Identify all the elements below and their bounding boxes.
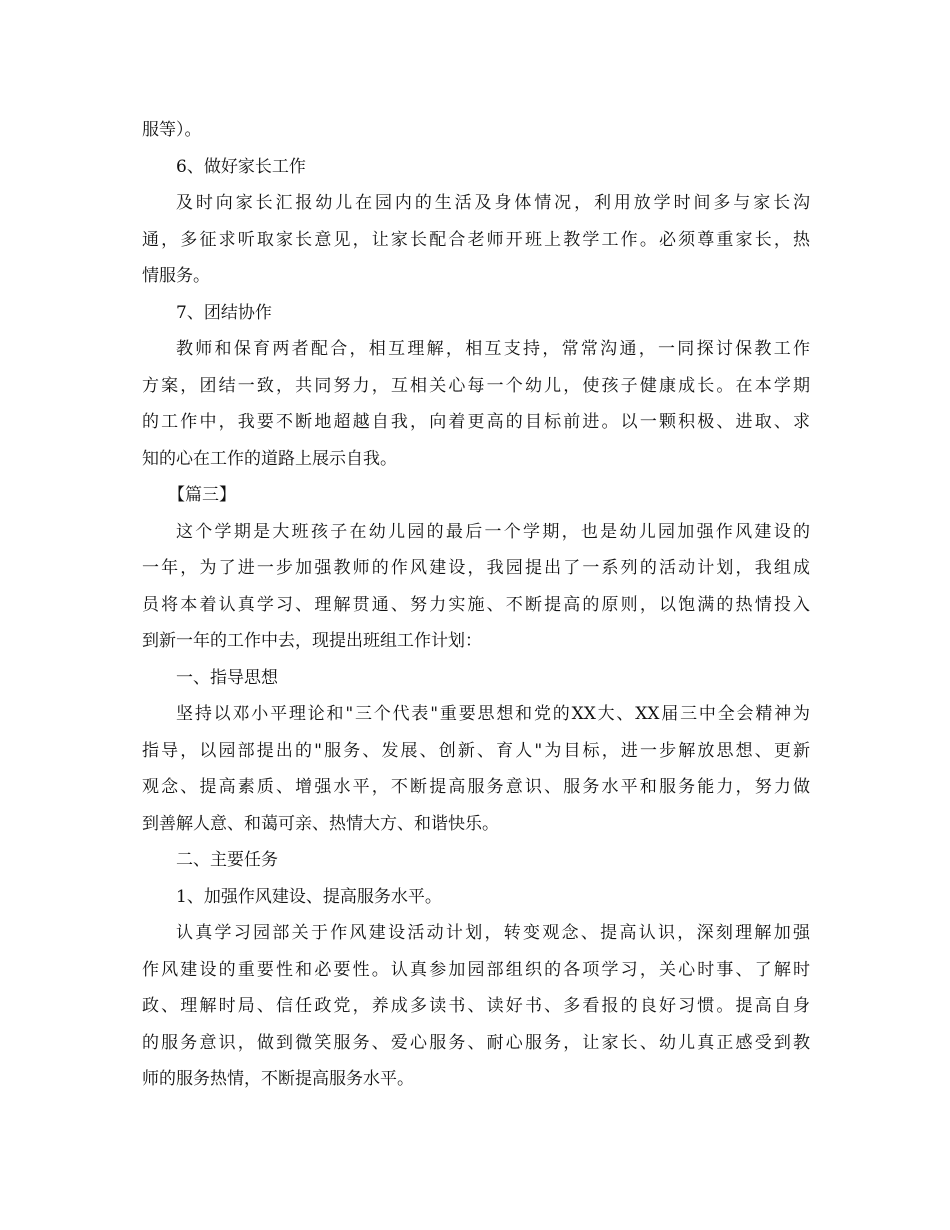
paragraph-line: 方案，团结一致，共同努力，互相关心每一个幼儿，使孩子健康成长。在本学期 [142, 375, 810, 396]
paragraph-line: 及时向家长汇报幼儿在园内的生活及身体情况，利用放学时间多与家长沟 [176, 193, 810, 213]
paragraph-line: 这个学期是大班孩子在幼儿园的最后一个学期，也是幼儿园加强作风建设的 [176, 521, 810, 542]
section-heading: 二、主要任务 [176, 850, 278, 870]
paragraph-line: 员将本着认真学习、理解贯通、努力实施、不断提高的原则，以饱满的热情投入 [142, 594, 810, 615]
paragraph-line: 作风建设的重要性和必要性。认真参加园部组织的各项学习，关心时事、了解时 [142, 959, 810, 980]
paragraph-line: 指导，以园部提出的"服务、发展、创新、育人"为目标，进一步解放思想、更新 [142, 740, 810, 761]
paragraph-line: 坚持以邓小平理论和"三个代表"重要思想和党的XX大、XX届三中全会精神为 [176, 704, 810, 724]
paragraph-line: 政、理解时局、信任政党，养成多读书、读好书、多看报的良好习惯。提高自身 [142, 996, 810, 1016]
paragraph-line: 的工作中，我要不断地超越自我，向着更高的目标前进。以一颗积极、进取、求 [142, 412, 810, 432]
paragraph-line: 到新一年的工作中去，现提出班组工作计划： [142, 631, 482, 651]
paragraph-line: 的服务意识，做到微笑服务、爱心服务、耐心服务，让家长、幼儿真正感受到教 [142, 1032, 810, 1053]
paragraph-line: 教师和保育两者配合，相互理解，相互支持，常常沟通，一同探讨保教工作 [176, 339, 810, 359]
part-heading: 【篇三】 [168, 485, 236, 505]
document-body [142, 112, 810, 1098]
subsection-heading: 1、加强作风建设、提高服务水平。 [176, 886, 442, 907]
paragraph-line: 到善解人意、和蔼可亲、热情大方、和谐快乐。 [142, 813, 499, 834]
paragraph-line: 一年，为了进一步加强教师的作风建设，我园提出了一系列的活动计划，我组成 [142, 558, 810, 578]
paragraph-line: 通，多征求听取家长意见，让家长配合老师开班上教学工作。必须尊重家长，热 [142, 229, 810, 250]
section-heading: 一、指导思想 [176, 667, 278, 688]
paragraph-line: 情服务。 [142, 266, 210, 286]
paragraph-line: 知的心在工作的道路上展示自我。 [142, 448, 397, 469]
section-heading: 7、团结协作 [176, 302, 272, 323]
text-line: 服等）。 [142, 120, 202, 140]
paragraph-line: 认真学习园部关于作风建设活动计划，转变观念、提高认识，深刻理解加强 [176, 923, 810, 943]
paragraph-line: 观念、提高素质、增强水平，不断提高服务意识、服务水平和服务能力，努力做 [142, 777, 810, 797]
section-heading: 6、做好家长工作 [176, 156, 306, 177]
paragraph-line: 师的服务热情，不断提高服务水平。 [142, 1069, 414, 1089]
